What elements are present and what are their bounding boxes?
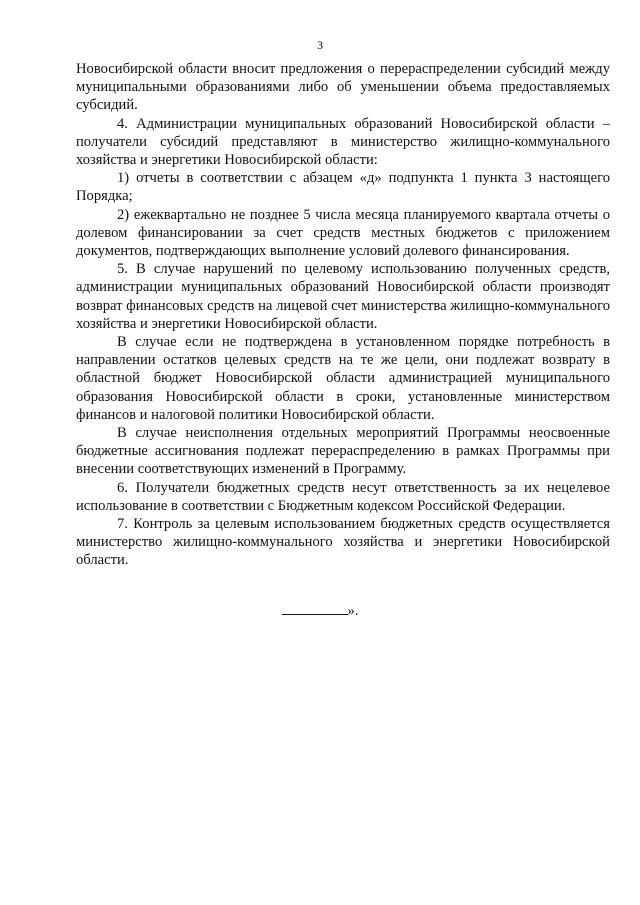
page-number: 3 xyxy=(317,38,323,52)
paragraph: 6. Получатели бюджетных средств несут ответственность за их нецелевое использование в соответствии с Бюджетным кодексом Российской Федерации. xyxy=(76,479,610,514)
paragraph: 2) ежеквартально не позднее 5 числа месяца планируемого квартала отчеты о долевом финансировании за счет средств местных бюджетов с приложением документов, подтверждающих выполнение условий долевого финансирования. xyxy=(76,206,610,260)
signature-line xyxy=(282,601,348,615)
paragraph: 4. Администрации муниципальных образований Новосибирской области – получатели субсидий представляют в министерство жилищно-коммунального хозяйства и энергетики Новосибирской области: xyxy=(76,115,610,169)
paragraph: 1) отчеты в соответствии с абзацем «д» подпункта 1 пункта 3 настоящего Порядка; xyxy=(76,170,610,205)
document-body xyxy=(76,60,610,570)
paragraph: 5. В случае нарушений по целевому использованию полученных средств, администрации муниципальных образований Новосибирской области производят возврат финансовых средств на лицевой счет министерства жилищно-коммунального хозяйства и энергетики Новосибирской области. xyxy=(76,261,610,332)
paragraph: В случае если не подтверждена в установленном порядке потребность в направлении остатков целевых средств на те же цели, они подлежат возврату в областной бюджет Новосибирской области администрацией муниципального образования Новосибирской области в сроки, установленные министерством финансов и налоговой политики Новосибирской области. xyxy=(76,334,610,423)
closing-quote: ». xyxy=(347,603,359,619)
paragraph: Новосибирской области вносит предложения о перераспределении субсидий между муниципальными образованиями либо об уменьшении объема предоставляемых субсидий. xyxy=(76,61,610,114)
paragraph: 7. Контроль за целевым использованием бюджетных средств осуществляется министерство жилищно-коммунального хозяйства и энергетики Новосибирской области. xyxy=(76,516,610,569)
paragraph: В случае неисполнения отдельных мероприятий Программы неосвоенные бюджетные ассигнования подлежат перераспределению в рамках Программы при внесении соответствующих изменений в Программу. xyxy=(76,425,610,478)
closing-mark xyxy=(0,601,640,620)
